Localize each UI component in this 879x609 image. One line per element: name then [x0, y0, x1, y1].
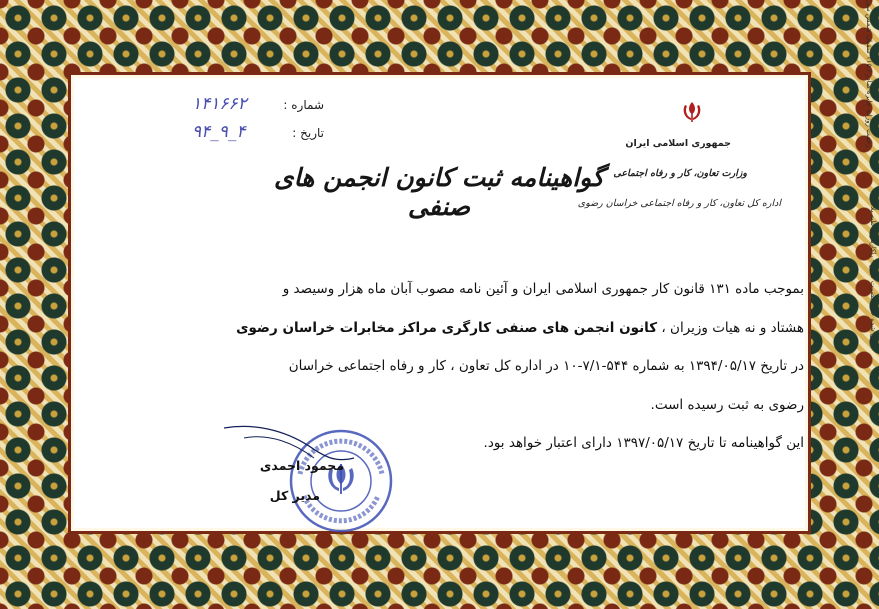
body-line-2: [104, 309, 804, 348]
certificate-body: [104, 270, 804, 463]
date-handwritten: ۹۴_۹_۴: [192, 122, 246, 142]
body-line-2-start: هشتاد و نه هیات وزیران ،: [661, 319, 804, 336]
body-line-3: در تاریخ ۱۳۹۴/۰۵/۱۷ به شماره ۵۴۴-۷/۱-۱۰ در اداره کل تعاون ، کار و رفاه اجتماعی خراسان: [288, 358, 804, 374]
reference-block: [134, 94, 334, 150]
ministry-line-country: جمهوری اسلامی ایران: [625, 138, 731, 149]
signatory-title: مدیر کل: [269, 488, 320, 503]
certificate-title: گواهینامه ثبت کانون انجمن های صنفی: [274, 163, 604, 221]
number-label: شماره :: [283, 98, 324, 112]
number-handwritten: ۱۴۱۶۶۲: [192, 94, 247, 114]
body-line-1: بموجب ماده ۱۳۱ قانون کار جمهوری اسلامی ایران و آئین نامه مصوب آبان ماه هزار وسیصد و: [282, 281, 804, 297]
side-note-right: جل شده خانه حضرت فیض - راکاریار ی طیه پلاک: [869, 200, 877, 344]
body-line-4: رضوی به ثبت رسیده است.: [650, 396, 804, 413]
number-row: [134, 94, 334, 122]
iran-emblem-icon: [679, 100, 705, 124]
signatory-name: محمود احمدی: [259, 458, 344, 473]
body-line-5: این گواهینامه تا تاریخ ۱۳۹۷/۰۵/۱۷ دارای اعتبار خواهد بود.: [483, 435, 804, 451]
handwritten-signature: [214, 418, 364, 488]
side-note-top: زحمت روزانه جایزه صادر / ۱۱۵ سفیان شمس سی: [865, 0, 873, 148]
ministry-line-office: اداره کل تعاون، کار و رفاه اجتماعی خراسان رضوی: [577, 198, 781, 209]
association-name: کانون انجمن های صنفی کارگری مراکز مخابرات خراسان رضوی: [236, 319, 658, 336]
date-row: [134, 122, 334, 150]
certificate-content: [74, 78, 805, 528]
date-label: تاریخ :: [292, 126, 324, 140]
ministry-line-name: وزارت تعاون، کار و رفاه اجتماعی: [613, 168, 747, 179]
